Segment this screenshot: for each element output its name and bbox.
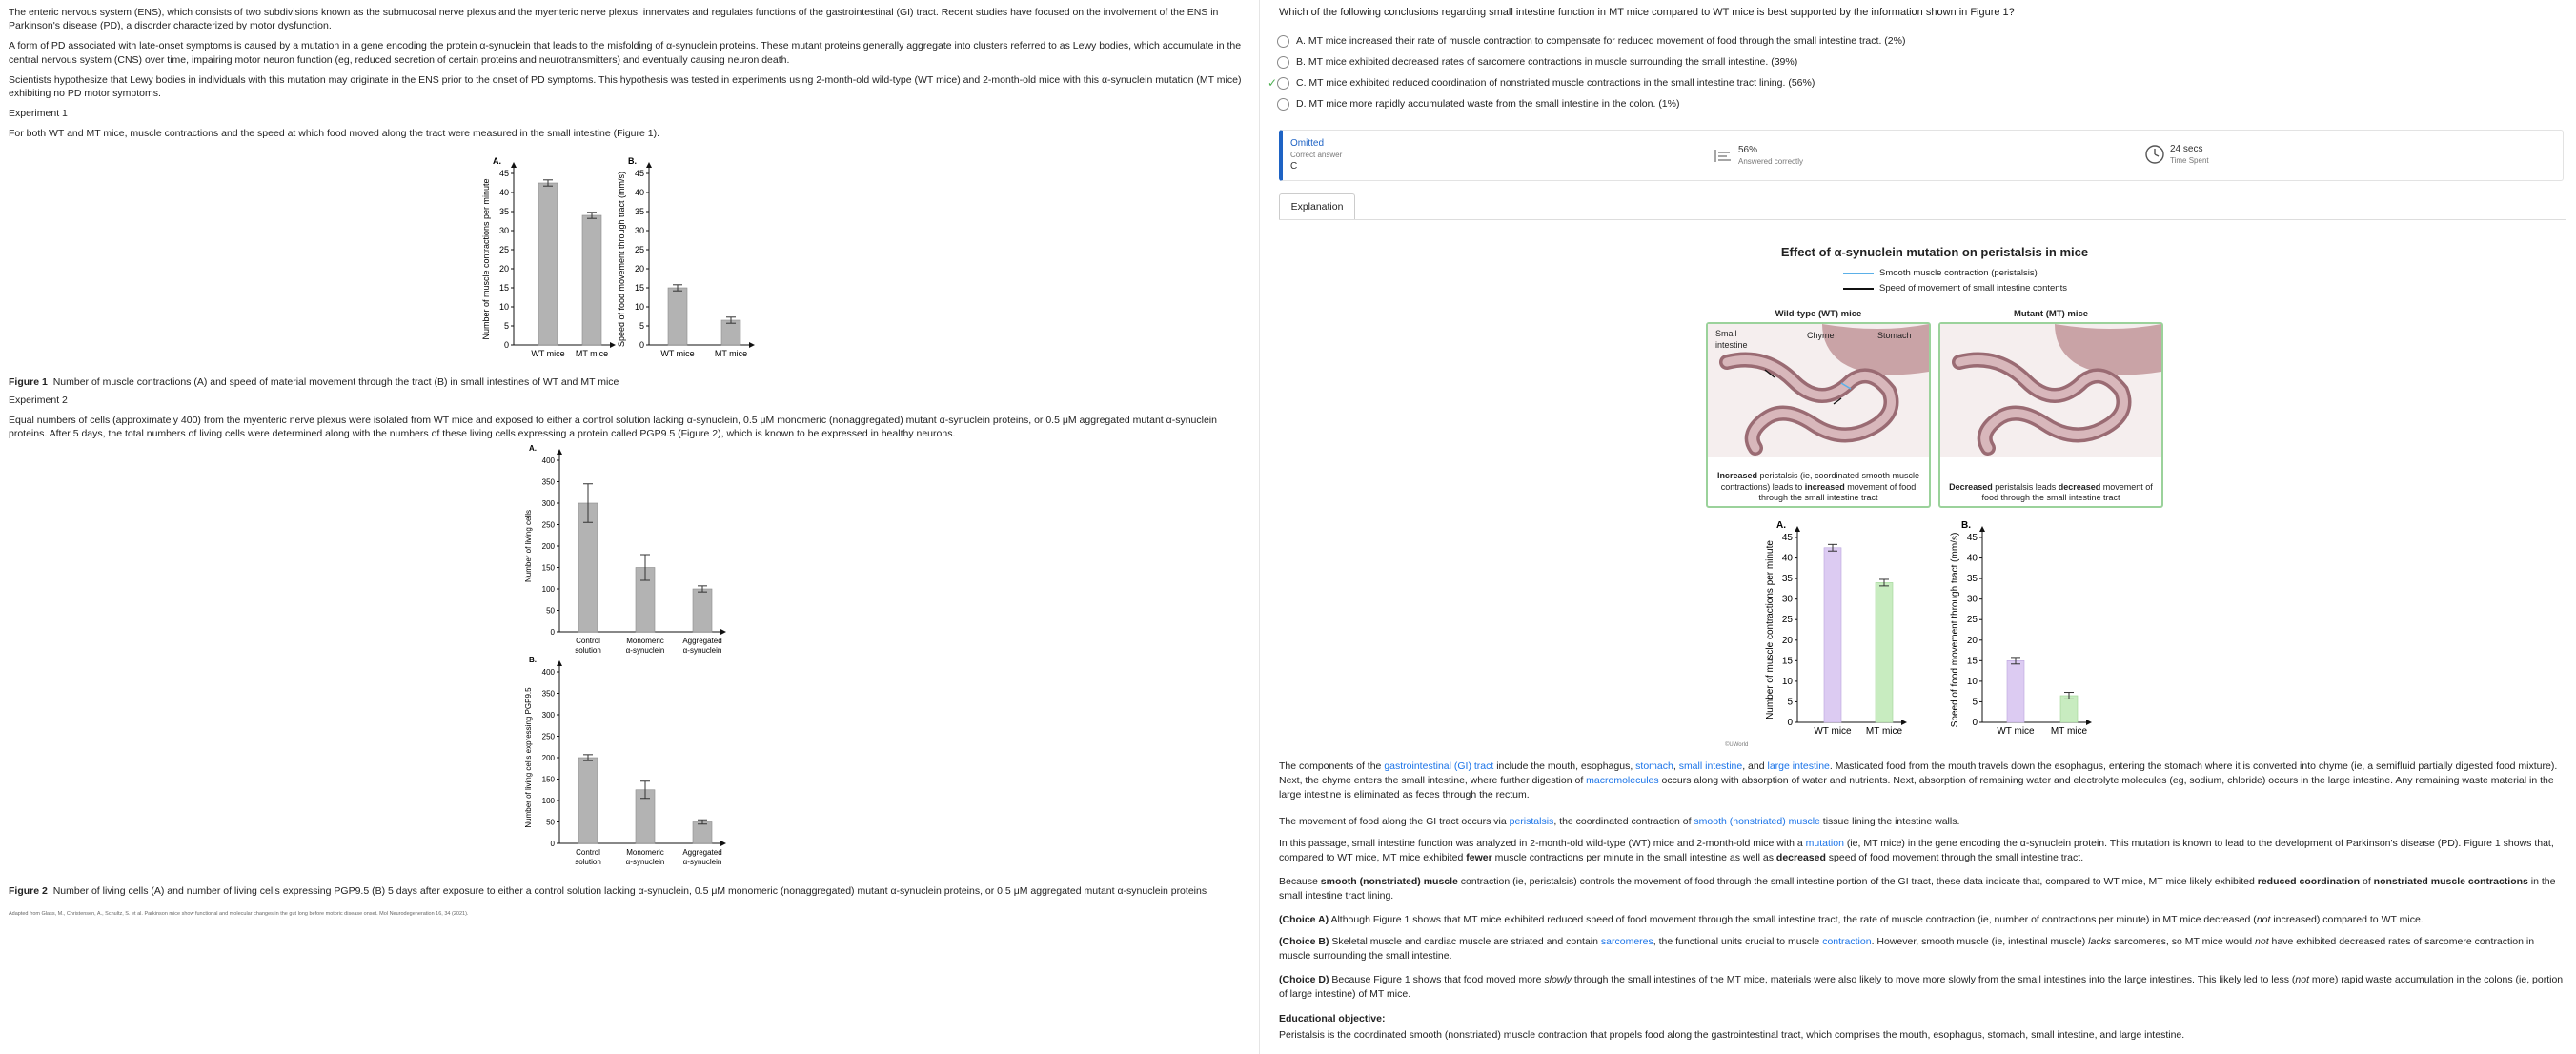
text: , and: [1742, 760, 1768, 772]
figure-citation: Adapted from Glass, M., Christensen, A., Schultz, S. et al. Parkinson mice show functional and molecular changes in the gut long before motoric disease onset. Mol Neurodegeneration 16, 34 (2021).: [9, 911, 469, 918]
x-tick-label: Control: [576, 637, 600, 646]
panel-label: B.: [628, 156, 637, 167]
x-tick-label: Monomeric: [626, 637, 664, 646]
answer-stats-bar: [1279, 130, 2564, 181]
caption-text: movement of food through the small intestine tract: [1758, 481, 1917, 502]
y-tick-label: 30: [498, 226, 509, 236]
y-tick-label: 10: [1966, 676, 1978, 687]
experiment-1-title: Experiment 1: [9, 108, 68, 120]
answer-choice-a[interactable]: [1277, 32, 1905, 50]
y-tick-label: 150: [541, 563, 555, 573]
x-tick-label: α-synuclein: [682, 646, 722, 656]
bold-text: nonstriated muscle contractions: [2373, 876, 2528, 887]
experiment-2-title: Experiment 2: [9, 394, 68, 406]
text: , the functional units crucial to muscle: [1653, 936, 1823, 947]
y-tick-label: 15: [498, 283, 509, 294]
panel-label: A.: [1776, 520, 1786, 531]
x-tick-label: α-synuclein: [682, 858, 722, 867]
bold-text: fewer: [1466, 852, 1492, 864]
text: contraction (ie, peristalsis) controls the movement of food through the small intestine portion of the GI tract, these data indicate that, compared to WT mice, MT mice likely exhibited: [1457, 876, 2258, 887]
choice-percent: (39%): [1771, 55, 1798, 68]
y-axis-arrow: [646, 162, 652, 168]
y-tick-label: 45: [634, 169, 644, 179]
link-macromolecules[interactable]: macromolecules: [1586, 775, 1659, 787]
x-tick-label: MT mice: [2050, 726, 2088, 737]
y-axis-arrow: [1795, 526, 1800, 532]
text: The components of the: [1279, 760, 1385, 772]
x-axis-arrow: [1901, 720, 1907, 725]
wt-intestine-panel: [1706, 322, 1931, 508]
bar: [538, 183, 558, 345]
text: in the small intestine tract lining.: [1279, 876, 2556, 902]
y-tick-label: 20: [498, 264, 509, 274]
y-axis-arrow: [511, 162, 517, 168]
bar: [668, 288, 687, 345]
y-tick-label: 5: [1972, 697, 1978, 708]
radio-button[interactable]: [1277, 56, 1289, 69]
y-tick-label: 350: [541, 477, 555, 487]
bold-text: decreased: [1775, 852, 1826, 864]
choice-a-explanation: [1279, 913, 2566, 927]
choice-text: MT mice more rapidly accumulated waste from the small intestine in the colon.: [1308, 97, 1656, 110]
choice-d-explanation: [1279, 973, 2566, 1002]
choice-letter: D.: [1296, 97, 1307, 110]
y-tick-label: 40: [634, 188, 644, 198]
pane-divider[interactable]: [1259, 0, 1260, 1054]
panel-label: B.: [1961, 520, 1971, 531]
y-tick-label: 30: [1781, 594, 1793, 605]
link-large-intestine[interactable]: large intestine: [1767, 760, 1830, 772]
y-tick-label: 150: [541, 775, 555, 784]
y-tick-label: 200: [541, 542, 555, 552]
figure-2-caption: [9, 884, 1249, 898]
y-axis-label: Number of muscle contractions per minute: [1765, 540, 1775, 720]
bar: [578, 758, 598, 843]
y-axis-arrow: [1979, 526, 1985, 532]
text: of: [2360, 876, 2374, 887]
figure-1a-chart: [468, 152, 639, 374]
y-tick-label: 35: [1966, 574, 1978, 585]
y-tick-label: 0: [639, 340, 644, 351]
figure-2a-chart: [521, 444, 750, 660]
y-tick-label: 50: [546, 818, 555, 827]
educational-objective-title: Educational objective:: [1279, 1013, 1386, 1024]
percent-correct: [1714, 144, 1803, 167]
mt-panel-title: Mutant (MT) mice: [2013, 309, 2089, 319]
text: . However, smooth muscle (ie, intestinal muscle): [1871, 936, 2089, 947]
link-contraction[interactable]: contraction: [1822, 936, 1872, 947]
y-tick-label: 40: [498, 188, 509, 198]
answer-choice-b[interactable]: [1277, 53, 1797, 71]
y-tick-label: 25: [634, 245, 644, 255]
x-tick-label: solution: [575, 858, 601, 867]
choice-text: MT mice exhibited decreased rates of sarcomere contractions in muscle surrounding the small intestine.: [1308, 55, 1769, 68]
y-axis-label: Number of muscle contractions per minute: [481, 178, 491, 340]
text: more) rapid waste accumulation in the colons (ie, portion of large intestine) of MT mice.: [1279, 974, 2564, 1001]
x-tick-label: MT mice: [714, 349, 748, 359]
x-axis-arrow: [610, 342, 616, 348]
choice-letter: B.: [1296, 55, 1306, 68]
y-tick-label: 45: [1966, 533, 1978, 543]
time-label: Time Spent: [2170, 155, 2209, 165]
panel-label: A.: [529, 444, 537, 454]
explanation-paragraph: [1279, 760, 2566, 803]
link-peristalsis[interactable]: peristalsis: [1509, 816, 1554, 827]
choice-percent: (1%): [1658, 97, 1680, 110]
text: speed of food movement through the small intestine tract.: [1825, 852, 2084, 864]
mt-intestine-illustration: [1940, 324, 2161, 457]
label-chyme: Chyme: [1807, 331, 1835, 340]
radio-button[interactable]: [1277, 35, 1289, 48]
y-axis-arrow: [557, 449, 562, 455]
link-sarcomeres[interactable]: sarcomeres: [1600, 936, 1653, 947]
y-tick-label: 5: [1787, 697, 1793, 708]
educational-objective-text: Peristalsis is the coordinated smooth (nonstriated) muscle contraction that propels food along the gastrointestinal tract, which comprises the mouth, esophagus, stomach, small intestine, and large intestine.: [1279, 1029, 2185, 1041]
y-tick-label: 0: [1787, 718, 1793, 728]
y-tick-label: 35: [1781, 574, 1793, 585]
wt-panel-caption: [1712, 471, 1925, 503]
text: sarcomeres, so MT mice would: [2111, 936, 2256, 947]
text: Skeletal muscle and cardiac muscle are striated and contain: [1329, 936, 1601, 947]
y-tick-label: 15: [1966, 656, 1978, 667]
legend-speed: [1843, 282, 2067, 295]
passage-pane: [0, 0, 1258, 1054]
italic-text: slowly: [1544, 974, 1572, 985]
text: Because: [1279, 876, 1321, 887]
explanation-paragraph: [1279, 837, 2566, 865]
choice-percent: (2%): [1884, 34, 1906, 47]
black-arrow-icon: [1843, 288, 1874, 290]
label-stomach: Stomach: [1877, 331, 1912, 340]
y-tick-label: 25: [498, 245, 509, 255]
y-tick-label: 5: [503, 321, 509, 332]
x-tick-label: MT mice: [575, 349, 609, 359]
legend-peristalsis: [1843, 267, 2038, 280]
bar: [693, 822, 712, 844]
bar-chart-icon: [1714, 147, 1733, 164]
y-tick-label: 45: [498, 169, 509, 179]
y-tick-label: 20: [634, 264, 644, 274]
figure-1b-chart: [617, 152, 754, 374]
text: ,: [1673, 760, 1679, 772]
bar: [2060, 696, 2078, 722]
y-axis-label: Speed of food movement through tract (mm/s): [1950, 532, 1960, 728]
x-tick-label: Monomeric: [626, 848, 664, 858]
x-tick-label: WT mice: [531, 349, 565, 359]
choice-letter: A.: [1296, 34, 1306, 47]
panel-label: B.: [529, 656, 537, 665]
legend-label: Speed of movement of small intestine contents: [1879, 282, 2067, 294]
time-spent: [2144, 143, 2209, 166]
y-tick-label: 400: [541, 456, 555, 466]
omitted-label: Omitted: [1290, 138, 1325, 149]
text: have exhibited decreased rates of sarcomere contraction in muscle surrounding the small intestine.: [1279, 936, 2535, 963]
mt-intestine-panel: [1938, 322, 2163, 508]
text: . Masticated food from the mouth travels down the esophagus, entering the stomach where it is converted into chyme (ie, a semifluid partially digested food mixture). Next, the chyme enters the small intestine, where further digestion of: [1279, 760, 2558, 787]
text: muscle contractions per minute in the small intestine as well as: [1491, 852, 1776, 864]
figure-2b-chart: [521, 656, 750, 872]
percent-label: Answered correctly: [1738, 156, 1804, 166]
caption-bold: decreased: [2058, 481, 2101, 492]
y-tick-label: 40: [1781, 553, 1793, 564]
explanation-chart-a: [1742, 513, 1923, 749]
percent-value: 56%: [1738, 145, 1758, 155]
x-tick-label: Aggregated: [682, 637, 722, 646]
blue-arrow-icon: [1843, 273, 1874, 274]
x-tick-label: Aggregated: [682, 848, 722, 858]
figure-1: [9, 147, 1247, 372]
explanation-figure-title: Effect of α-synuclein mutation on peristalsis in mice: [1780, 245, 2089, 259]
tab-underline: [1279, 219, 2566, 220]
passage-paragraph: Scientists hypothesize that Lewy bodies in individuals with this mutation may originate in the ENS prior to the onset of PD symptoms. This hypothesis was tested in experiments using 2-month-old wild-type (WT mice) and 2-month-old mice with this α-synuclein mutation (MT mice) exhibiting no PD motor symptoms.: [9, 73, 1242, 99]
text: Because Figure 1 shows that food moved more: [1329, 974, 1545, 985]
text: through the small intestines of the MT mice, materials were also likely to move more slowly from the small intestines into the large intestines. This likely led to less (: [1571, 974, 2296, 985]
link-gi-tract[interactable]: gastrointestinal (GI) tract: [1384, 760, 1494, 772]
y-tick-label: 50: [546, 606, 555, 616]
y-tick-label: 30: [634, 226, 644, 236]
caption-bold: Decreased: [1949, 481, 1993, 492]
correct-check-icon: ✓: [1268, 75, 1278, 90]
y-tick-label: 200: [541, 754, 555, 763]
link-smooth-muscle[interactable]: smooth (nonstriated) muscle: [1694, 816, 1820, 827]
bold-text: reduced coordination: [2257, 876, 2361, 887]
label-small-intestine: Small intestine: [1715, 329, 1748, 351]
x-tick-label: MT mice: [1865, 726, 1903, 737]
choice-b-explanation: [1279, 935, 2566, 963]
choice-label: (Choice A): [1279, 914, 1329, 925]
figure-1-caption-text: Number of muscle contractions (A) and speed of material movement through the tract (B) in small intestines of WT and MT mice: [52, 376, 619, 389]
question-stem: Which of the following conclusions regarding small intestine function in MT mice compared to WT mice is best supported by the information shown in Figure 1?: [1279, 7, 2015, 18]
y-tick-label: 0: [550, 628, 555, 638]
radio-button[interactable]: [1277, 98, 1289, 111]
y-axis-label: Number of living cells: [524, 510, 533, 583]
y-tick-label: 20: [1781, 635, 1793, 646]
y-tick-label: 0: [550, 840, 555, 849]
question-pane: [1268, 0, 2568, 1054]
choice-text: MT mice increased their rate of muscle contraction to compensate for reduced movement of food through the small intestine tract.: [1308, 34, 1882, 47]
bar: [693, 589, 712, 632]
y-tick-label: 20: [1966, 635, 1978, 646]
x-axis-arrow: [720, 629, 726, 635]
choice-letter: C.: [1296, 76, 1307, 89]
radio-button[interactable]: [1277, 77, 1289, 90]
y-tick-label: 300: [541, 499, 555, 509]
x-tick-label: solution: [575, 646, 601, 656]
answer-choice-d[interactable]: [1277, 95, 1679, 112]
passage-paragraph: A form of PD associated with late-onset symptoms is caused by a mutation in a gene encoding the protein α-synuclein that leads to the misfolding of α-synuclein proteins. These mutant proteins generally aggregate into clusters referred to as Lewy bodies, which accumulate in the central nervous system (CNS) over time, impairing motor neuron function (eg, reduced secretion of certain proteins and neurotransmitters) and eventually causing neuron death.: [9, 40, 1242, 66]
x-tick-label: Control: [576, 848, 600, 858]
experiment-2-text: Equal numbers of cells (approximately 400) from the myenteric nerve plexus were isolated from WT mice and exposed to either a control solution lacking α-synuclein, 0.5 μM monomeric (nonaggregated) mutant α-synuclein proteins, or 0.5 μM aggregated mutant α-synuclein proteins. After 5 days, the total numbers of living cells were determined along with the numbers of these living cells expressing a protein called PGP9.5 (Figure 2), which is known to be expressed in healthy neurons.: [9, 414, 1217, 439]
y-tick-label: 30: [1966, 594, 1978, 605]
figure-1-caption: [9, 375, 1249, 389]
bar: [582, 215, 601, 345]
text: tissue lining the intestine walls.: [1819, 816, 1960, 827]
y-tick-label: 5: [639, 321, 644, 332]
bar: [721, 320, 740, 345]
y-tick-label: 400: [541, 668, 555, 678]
link-stomach[interactable]: stomach: [1635, 760, 1673, 772]
y-tick-label: 15: [634, 283, 644, 294]
italic-text: lacks: [2088, 936, 2112, 947]
x-axis-arrow: [2086, 720, 2092, 725]
y-tick-label: 40: [1966, 553, 1978, 564]
figure-1-label: Figure 1: [9, 376, 48, 389]
text: increased) compared to WT mice.: [2270, 914, 2424, 925]
caption-bold: increased: [1804, 481, 1845, 492]
y-tick-label: 25: [1966, 615, 1978, 626]
x-tick-label: α-synuclein: [625, 646, 665, 656]
choice-text: MT mice exhibited reduced coordination of nonstriated muscle contractions in the small intestine tract lining.: [1308, 76, 1786, 89]
caption-text: movement of food through the small intestine tract: [1981, 481, 2153, 502]
wt-panel-title: Wild-type (WT) mice: [1775, 309, 1862, 319]
bar: [1876, 582, 1893, 722]
text: include the mouth, esophagus,: [1493, 760, 1636, 772]
y-tick-label: 35: [634, 207, 644, 217]
text: In this passage, small intestine function was analyzed in 2-month-old wild-type (WT) mice and 2-month-old mice with a: [1279, 838, 1806, 849]
omitted-status: [1290, 137, 1342, 173]
caption-text: peristalsis (ie, coordinated smooth muscle contractions) leads to: [1720, 471, 1920, 492]
y-tick-label: 350: [541, 689, 555, 699]
x-tick-label: WT mice: [1814, 726, 1852, 737]
y-tick-label: 100: [541, 797, 555, 806]
tab-explanation[interactable]: Explanation: [1279, 193, 1355, 220]
explanation-paragraph: [1279, 875, 2566, 903]
y-axis-arrow: [557, 660, 562, 666]
italic-text: not: [2256, 914, 2271, 925]
time-value: 24 secs: [2170, 144, 2203, 154]
y-tick-label: 10: [498, 302, 509, 313]
choice-percent: (56%): [1788, 76, 1815, 89]
text: Although Figure 1 shows that MT mice exhibited reduced speed of food movement through the small intestine tract, the rate of muscle contraction (ie, number of contractions per minute) in MT mice decreased (: [1329, 914, 2257, 925]
correct-answer-value: C: [1290, 161, 1298, 172]
passage-paragraph: The enteric nervous system (ENS), which consists of two subdivisions known as the submucosal nerve plexus and the myenteric nerve plexus, innervates and regulates functions of the gastrointestinal (GI) tract. Recent studies have focused on the involvement of the ENS in Parkinson's disease (PD), a disorder characterized by motor dysfunction.: [9, 7, 1219, 32]
answer-choice-c[interactable]: [1268, 74, 1815, 91]
explanation-chart-b: [1950, 513, 2095, 749]
y-tick-label: 300: [541, 711, 555, 720]
y-tick-label: 0: [1972, 718, 1978, 728]
bar: [1824, 548, 1841, 722]
figure-2: [9, 444, 1247, 881]
explanation-paragraph: [1279, 815, 2566, 829]
x-axis-arrow: [749, 342, 755, 348]
x-axis-arrow: [720, 841, 726, 846]
x-tick-label: α-synuclein: [625, 858, 665, 867]
bold-text: smooth (nonstriated) muscle: [1320, 876, 1458, 887]
italic-text: not: [2255, 936, 2269, 947]
figure-2-caption-text: Number of living cells (A) and number of living cells expressing PGP9.5 (B) 5 days after exposure to either a control solution lacking α-synuclein, 0.5 μM monomeric (nonaggregated) mutant α-synuclein proteins, or 0.5 μM aggregated mutant α-synuclein proteins: [52, 885, 1207, 898]
caption-bold: Increased: [1716, 471, 1757, 481]
y-tick-label: 250: [541, 520, 555, 530]
y-axis-label: Number of living cells expressing PGP9.5: [524, 687, 533, 828]
figure-2-label: Figure 2: [9, 885, 48, 898]
y-tick-label: 45: [1781, 533, 1793, 543]
italic-text: not: [2295, 974, 2309, 985]
caption-text: peristalsis leads: [1992, 481, 2059, 492]
choice-label: (Choice B): [1279, 936, 1329, 947]
choice-label: (Choice D): [1279, 974, 1329, 985]
bar: [2007, 660, 2024, 722]
x-tick-label: WT mice: [660, 349, 695, 359]
copyright-text: ©UWorld: [1725, 742, 1749, 748]
y-tick-label: 15: [1781, 656, 1793, 667]
text: The movement of food along the GI tract occurs via: [1279, 816, 1510, 827]
x-tick-label: WT mice: [1997, 726, 2035, 737]
y-tick-label: 25: [1781, 615, 1793, 626]
panel-label: A.: [493, 156, 501, 167]
link-mutation[interactable]: mutation: [1805, 838, 1844, 849]
y-axis-label: Speed of food movement through tract (mm/s): [617, 172, 626, 348]
legend-label: Smooth muscle contraction (peristalsis): [1879, 267, 2038, 278]
link-small-intestine[interactable]: small intestine: [1678, 760, 1743, 772]
y-tick-label: 10: [634, 302, 644, 313]
mt-panel-caption: [1944, 482, 2158, 504]
experiment-1-text: For both WT and MT mice, muscle contractions and the speed at which food moved along the tract were measured in the small intestine (Figure 1).: [9, 128, 660, 140]
clock-icon: [2144, 144, 2165, 165]
text: occurs along with absorption of water and nutrients. Next, absorption of remaining water and electrolyte molecules (eg, sodium, chloride) occurs in the large intestine. Any remaining waste material in the large intestine is eliminated as feces through the rectum.: [1279, 775, 2554, 801]
y-tick-label: 250: [541, 732, 555, 741]
text: (ie, MT mice) in the gene encoding the α-synuclein protein. This mutation is known to lead to the development of Parkinson's disease (PD). Figure 1 shows that, compared to WT mice, MT mice exhibited: [1279, 838, 2554, 864]
y-tick-label: 100: [541, 585, 555, 595]
y-tick-label: 35: [498, 207, 509, 217]
text: , the coordinated contraction of: [1553, 816, 1694, 827]
y-tick-label: 0: [503, 340, 509, 351]
y-tick-label: 10: [1781, 676, 1793, 687]
correct-answer-label: Correct answer: [1290, 150, 1343, 159]
